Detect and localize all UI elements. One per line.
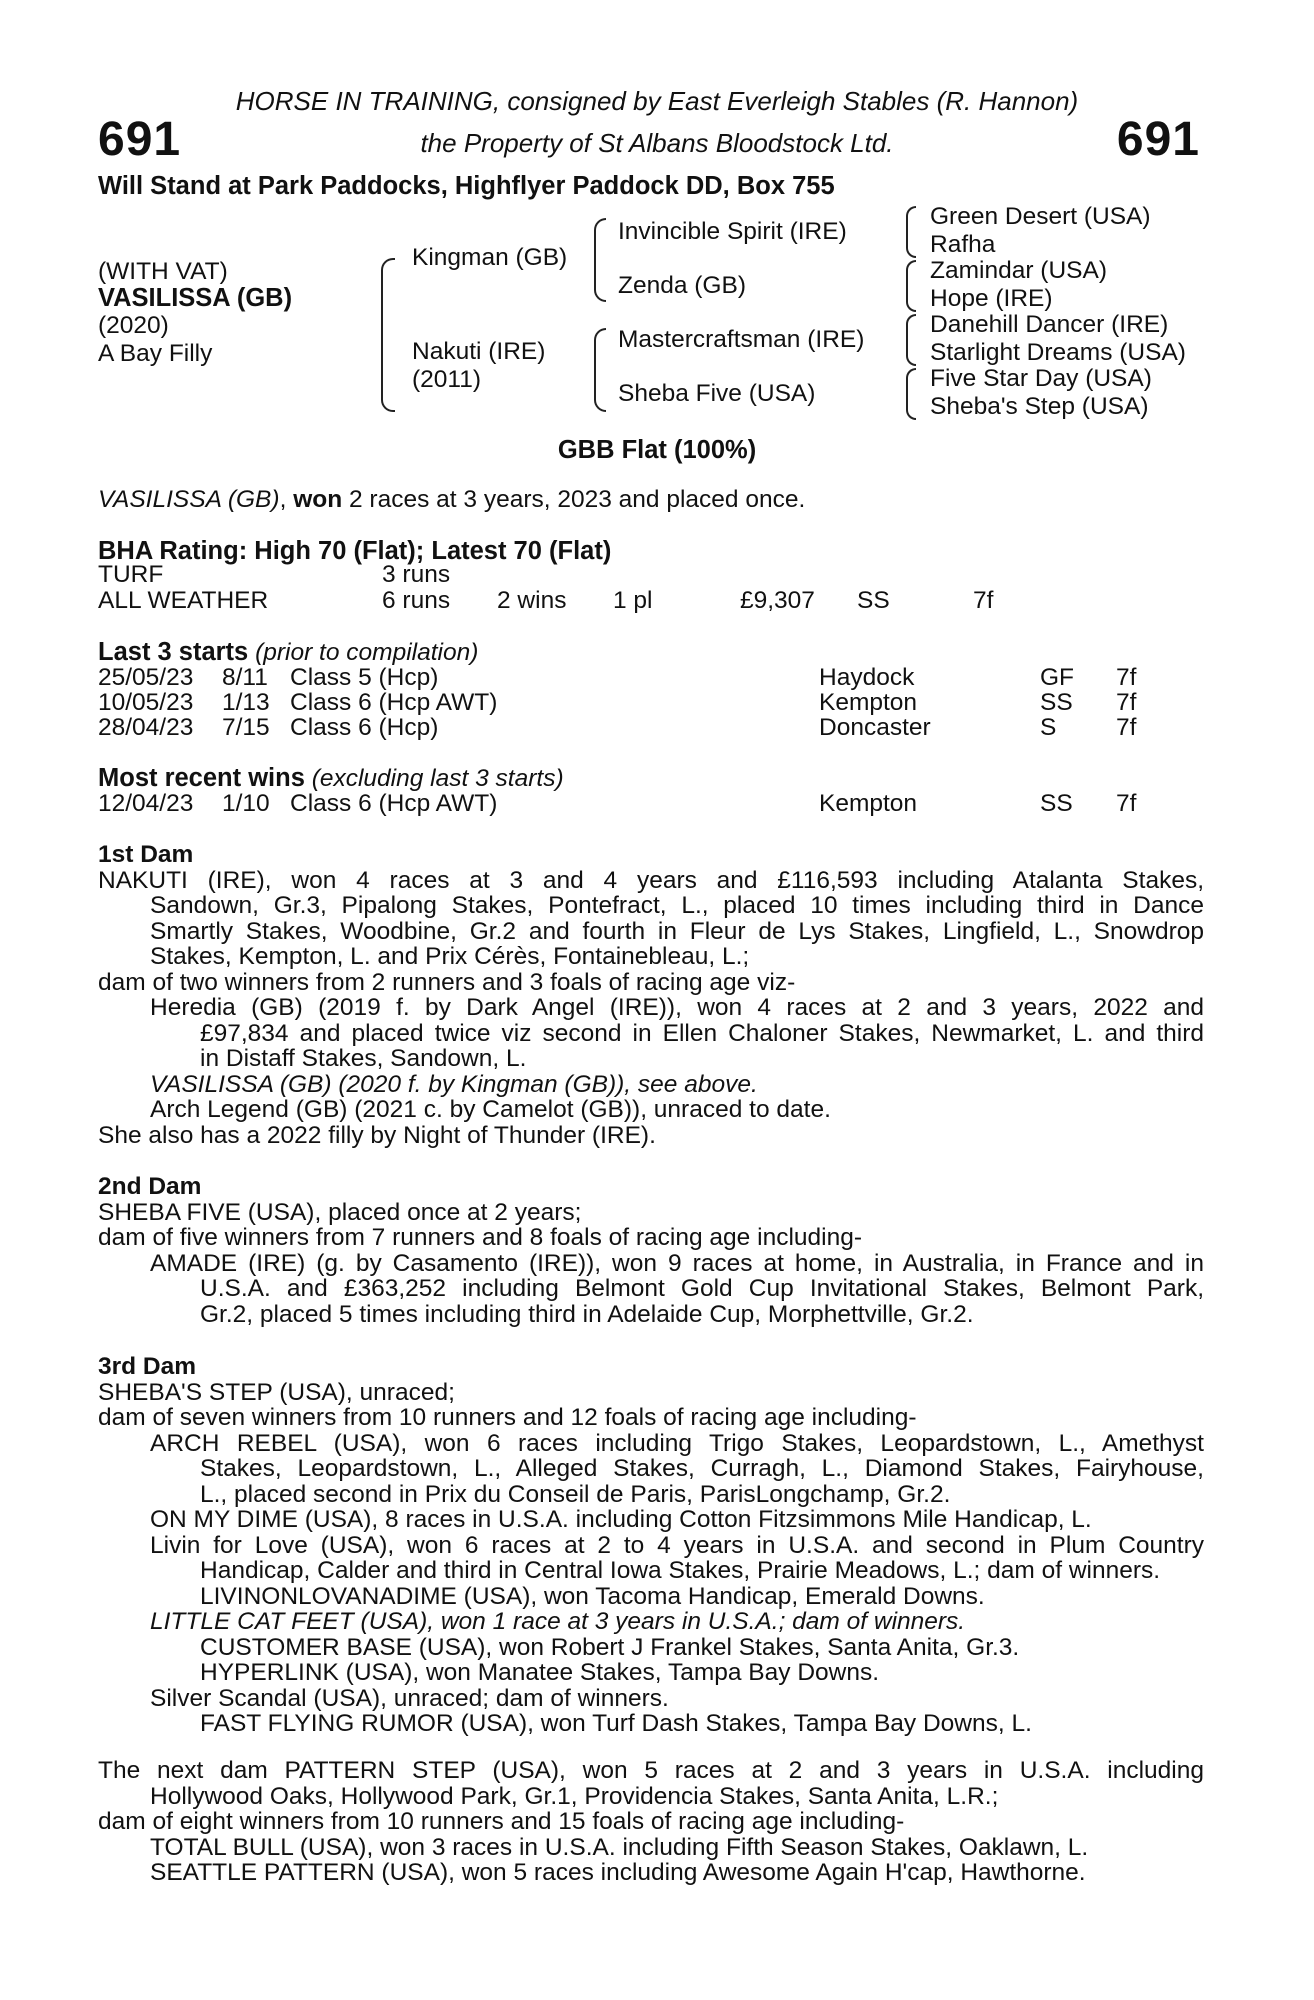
amade-line: Gr.2, placed 5 times including third in Adelaide Cup, Morphettville, Gr.2. <box>200 1300 974 1328</box>
dsd: Starlight Dreams (USA) <box>930 339 1186 366</box>
vat-label: (WITH VAT) <box>98 258 228 285</box>
recent-wins-title: Most recent wins <box>98 764 305 792</box>
start-distance: 7f <box>1116 714 1137 741</box>
next-dam-produce: dam of eight winners from 10 runners and 15 foals of racing age including- <box>98 1808 905 1835</box>
start-date: 25/05/23 <box>98 664 194 691</box>
stand-location: Will Stand at Park Paddocks, Highflyer Paddock DD, Box 755 <box>98 172 835 200</box>
rating-placed: 1 pl <box>613 587 653 614</box>
summary: VASILISSA (GB), won 2 races at 3 years, 2023 and placed once. <box>98 486 806 513</box>
first-dam-line: Sandown, Gr.3, Pipalong Stakes, Pontefract, L., placed 10 times including third in Dance <box>150 892 1204 919</box>
brace-main <box>381 258 395 412</box>
second-dam-line: SHEBA FIVE (USA), placed once at 2 years; <box>98 1198 582 1226</box>
win-course: Kempton <box>819 790 918 817</box>
third-dam-section <box>98 1354 1204 1737</box>
first-dam-line: Smartly Stakes, Woodbine, Gr.2 and fourth in Fleur de Lys Stakes, Lingfield, L., Snowdrop <box>150 917 1204 945</box>
start-course: Haydock <box>819 664 915 691</box>
fast-flying-rumor-entry: FAST FLYING RUMOR (USA), won Turf Dash Stakes, Tampa Bay Downs, L. <box>200 1710 1032 1737</box>
first-dam-title: 1st Dam <box>98 841 194 868</box>
rating-prize: £9,307 <box>740 587 815 614</box>
start-distance: 7f <box>1116 664 1137 691</box>
header-consignor: HORSE IN TRAINING, consigned by East Everleigh Stables (R. Hannon) <box>235 86 1079 116</box>
sire-sire: Invincible Spirit (IRE) <box>618 218 847 245</box>
little-cat-feet-entry: LITTLE CAT FEET (USA), won 1 race at 3 years in U.S.A.; dam of winners. <box>150 1608 966 1635</box>
sire-dam: Zenda (GB) <box>618 272 746 299</box>
rating-surface: ALL WEATHER <box>98 587 269 614</box>
rating-runs: 6 runs <box>382 587 451 614</box>
heredia-line: in Distaff Stakes, Sandown, L. <box>200 1045 527 1072</box>
sds: Zamindar (USA) <box>930 257 1107 284</box>
brace-dd <box>906 368 916 420</box>
ssd: Rafha <box>930 231 996 258</box>
start-position: 1/13 <box>222 689 270 716</box>
arch-rebel-line: ARCH REBEL (USA), won 6 races including Trigo Stakes, Leopardstown, L., Amethyst <box>150 1429 1204 1457</box>
start-going: SS <box>1040 689 1073 716</box>
brace-sd <box>906 260 916 312</box>
win-date: 12/04/23 <box>98 790 194 817</box>
dss: Danehill Dancer (IRE) <box>930 311 1169 338</box>
dam: Nakuti (IRE) <box>412 338 546 365</box>
arch-legend-entry: Arch Legend (GB) (2021 c. by Camelot (GB)), unraced to date. <box>150 1096 831 1123</box>
first-dam-produce: dam of two winners from 2 runners and 3 foals of racing age viz- <box>98 968 796 996</box>
rating-runs: 3 runs <box>382 561 451 588</box>
brace-ds <box>906 314 916 366</box>
rating-going: SS <box>857 587 890 614</box>
total-bull-entry: TOTAL BULL (USA), won 3 races in U.S.A. including Fifth Season Stakes, Oaklawn, L. <box>150 1833 1089 1861</box>
lot-number-right: 691 <box>1116 113 1200 166</box>
amade-line: U.S.A. and £363,252 including Belmont Gold Cup Invitational Stakes, Belmont Park, <box>200 1275 1204 1302</box>
start-going: GF <box>1040 664 1075 691</box>
heredia-line: Heredia (GB) (2019 f. by Dark Angel (IRE)), won 4 races at 2 and 3 years, 2022 and <box>150 994 1204 1021</box>
brace-dam <box>594 328 606 412</box>
summary-won: won <box>293 486 343 513</box>
lot-number-left: 691 <box>98 113 182 166</box>
summary-rest: 2 races at 3 years, 2023 and placed once. <box>342 486 806 513</box>
horse-name: VASILISSA (GB) <box>98 284 293 312</box>
win-class: Class 6 (Hcp AWT) <box>290 790 498 817</box>
silver-scandal-entry: Silver Scandal (USA), unraced; dam of winners. <box>150 1684 669 1712</box>
arch-rebel-line: L., placed second in Prix du Conseil de Paris, ParisLongchamp, Gr.2. <box>200 1480 951 1508</box>
sdd: Hope (IRE) <box>930 285 1053 312</box>
livin-for-love-line: Handicap, Calder and third in Central Iowa Stakes, Prairie Meadows, L.; dam of winners. <box>200 1557 1161 1584</box>
first-dam-line: Stakes, Kempton, L. and Prix Cérès, Fontainebleau, L.; <box>150 943 750 970</box>
start-date: 10/05/23 <box>98 689 194 716</box>
second-dam-section <box>98 1174 1204 1327</box>
dds: Five Star Day (USA) <box>930 365 1152 392</box>
third-dam-produce: dam of seven winners from 10 runners and 12 foals of racing age including- <box>98 1404 917 1431</box>
hyperlink-entry: HYPERLINK (USA), won Manatee Stakes, Tampa Bay Downs. <box>200 1659 880 1686</box>
start-class: Class 6 (Hcp) <box>290 714 439 741</box>
summary-name: VASILISSA (GB) <box>98 486 280 513</box>
start-position: 8/11 <box>222 664 268 691</box>
also-has-entry: She also has a 2022 filly by Night of Thunder (IRE). <box>98 1121 656 1149</box>
ddd: Sheba's Step (USA) <box>930 393 1149 420</box>
start-position: 7/15 <box>222 714 270 741</box>
third-dam-line: SHEBA'S STEP (USA), unraced; <box>98 1378 455 1406</box>
arch-rebel-line: Stakes, Leopardstown, L., Alleged Stakes, Curragh, L., Diamond Stakes, Fairyhouse, <box>200 1455 1204 1482</box>
heredia-line: £97,834 and placed twice viz second in Ellen Chaloner Stakes, Newmarket, L. and third <box>200 1019 1204 1047</box>
next-dam-line: Hollywood Oaks, Hollywood Park, Gr.1, Providencia Stakes, Santa Anita, L.R.; <box>150 1782 999 1810</box>
customer-base-entry: CUSTOMER BASE (USA), won Robert J Frankel Stakes, Santa Anita, Gr.3. <box>200 1633 1020 1661</box>
win-position: 1/10 <box>222 790 270 817</box>
seattle-pattern-entry: SEATTLE PATTERN (USA), won 5 races including Awesome Again H'cap, Hawthorne. <box>150 1859 1086 1886</box>
start-class: Class 6 (Hcp AWT) <box>290 689 498 716</box>
last-starts-note: (prior to compilation) <box>255 639 479 666</box>
dam-sire: Mastercraftsman (IRE) <box>618 326 865 353</box>
brace-sire <box>594 218 606 302</box>
start-class: Class 5 (Hcp) <box>290 664 439 691</box>
win-going: SS <box>1040 790 1073 817</box>
first-dam-line: NAKUTI (IRE), won 4 races at 3 and 4 years and £116,593 including Atalanta Stakes, <box>98 866 1204 894</box>
second-dam-title: 2nd Dam <box>98 1173 202 1200</box>
next-dam-line: The next dam PATTERN STEP (USA), won 5 races at 2 and 3 years in U.S.A. including <box>98 1757 1204 1784</box>
next-dam-section <box>98 1758 1204 1886</box>
start-distance: 7f <box>1116 689 1137 716</box>
last-starts-heading <box>98 640 478 666</box>
recent-wins-heading <box>98 766 564 792</box>
start-course: Kempton <box>819 689 918 716</box>
brace-ss <box>906 206 916 258</box>
second-dam-produce: dam of five winners from 7 runners and 8 foals of racing age including- <box>98 1224 862 1251</box>
livin-for-love-line: Livin for Love (USA), won 6 races at 2 to 4 years in U.S.A. and second in Plum Country <box>150 1531 1204 1559</box>
horse-description: A Bay Filly <box>98 340 213 367</box>
gbb-flat: GBB Flat (100%) <box>557 436 757 464</box>
rating-surface: TURF <box>98 561 164 588</box>
sire: Kingman (GB) <box>412 244 568 271</box>
start-course: Doncaster <box>819 714 931 741</box>
sss: Green Desert (USA) <box>930 203 1151 230</box>
bha-rating-title: BHA Rating: High 70 (Flat); Latest 70 (Flat) <box>98 537 612 565</box>
horse-year: (2020) <box>98 312 169 339</box>
dam-year: (2011) <box>412 366 482 393</box>
amade-line: AMADE (IRE) (g. by Casamento (IRE)), won 9 races at home, in Australia, in France and in <box>150 1249 1204 1277</box>
on-my-dime-entry: ON MY DIME (USA), 8 races in U.S.A. including Cotton Fitzsimmons Mile Handicap, L. <box>150 1506 1092 1533</box>
dam-dam: Sheba Five (USA) <box>618 380 816 407</box>
third-dam-title: 3rd Dam <box>98 1353 197 1380</box>
header-property: the Property of St Albans Bloodstock Ltd. <box>420 128 894 158</box>
start-date: 28/04/23 <box>98 714 194 741</box>
recent-wins-note: (excluding last 3 starts) <box>311 765 564 792</box>
start-going: S <box>1040 714 1057 741</box>
rating-distance: 7f <box>973 587 994 614</box>
livinonlovanadime-entry: LIVINONLOVANADIME (USA), won Tacoma Handicap, Emerald Downs. <box>200 1582 985 1610</box>
first-dam-section <box>98 842 1204 1148</box>
rating-wins: 2 wins <box>497 587 567 614</box>
win-distance: 7f <box>1116 790 1137 817</box>
vasilissa-entry: VASILISSA (GB) (2020 f. by Kingman (GB)), see above. <box>150 1070 758 1098</box>
last-starts-title: Last 3 starts <box>98 638 249 666</box>
